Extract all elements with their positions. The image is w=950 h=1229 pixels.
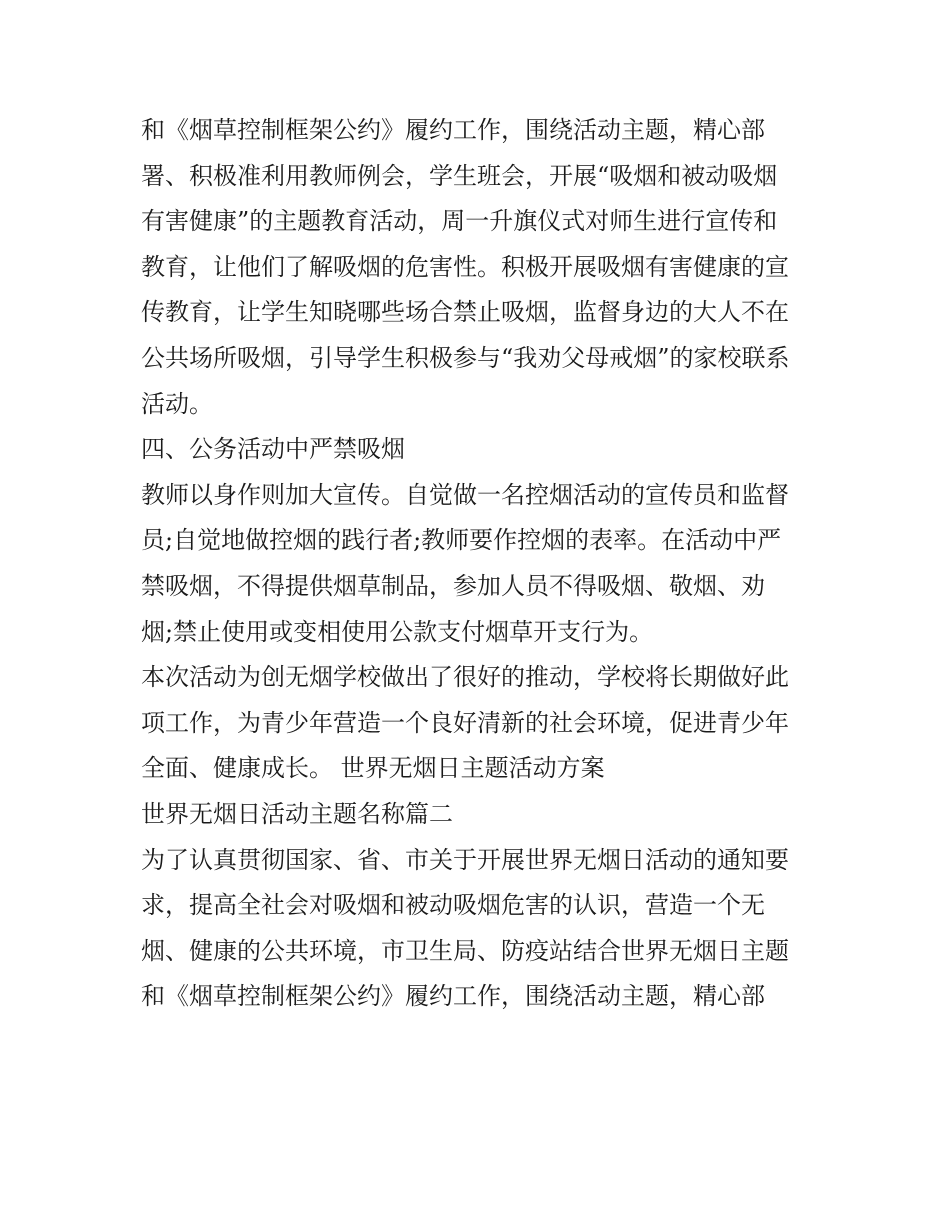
text-line: 本次活动为创无烟学校做出了很好的推动，学校将长期做好此 (141, 663, 789, 692)
text-line: 和《烟草控制框架公约》履约工作，围绕活动主题，精心部 (141, 982, 765, 1011)
text-line: 求，提高全社会对吸烟和被动吸烟危害的认识，营造一个无 (141, 891, 765, 920)
text-line: 公共场所吸烟，引导学生积极参与“我劝父母戒烟”的家校联系 (141, 343, 790, 372)
text-line: 活动。 (141, 389, 213, 418)
section-heading: 世界无烟日活动主题名称篇二 (141, 799, 453, 828)
text-line: 员;自觉地做控烟的践行者;教师要作控烟的表率。在活动中严 (141, 526, 782, 555)
text-line: 全面、健康成长。 世界无烟日主题活动方案 (141, 754, 605, 783)
text-line: 项工作，为青少年营造一个良好清新的社会环境，促进青少年 (141, 708, 789, 737)
text-line: 烟、健康的公共环境，市卫生局、防疫站结合世界无烟日主题 (141, 936, 789, 965)
text-line: 为了认真贯彻国家、省、市关于开展世界无烟日活动的通知要 (141, 845, 789, 874)
text-line: 署、积极准利用教师例会，学生班会，开展“吸烟和被动吸烟 (141, 161, 778, 190)
text-line: 教师以身作则加大宣传。自觉做一名控烟活动的宣传员和监督 (141, 480, 789, 509)
document-body (141, 108, 821, 1020)
text-line: 禁吸烟，不得提供烟草制品，参加人员不得吸烟、敬烟、劝 (141, 571, 765, 600)
text-line: 有害健康”的主题教育活动，周一升旗仪式对师生进行宣传和 (141, 207, 778, 236)
text-line: 传教育，让学生知晓哪些场合禁止吸烟，监督身边的大人不在 (141, 298, 789, 327)
text-line: 烟;禁止使用或变相使用公款支付烟草开支行为。 (141, 617, 654, 646)
text-line: 教育，让他们了解吸烟的危害性。积极开展吸烟有害健康的宣 (141, 252, 789, 281)
text-line: 和《烟草控制框架公约》履约工作，围绕活动主题，精心部 (141, 116, 765, 144)
section-heading: 四、公务活动中严禁吸烟 (141, 435, 405, 464)
